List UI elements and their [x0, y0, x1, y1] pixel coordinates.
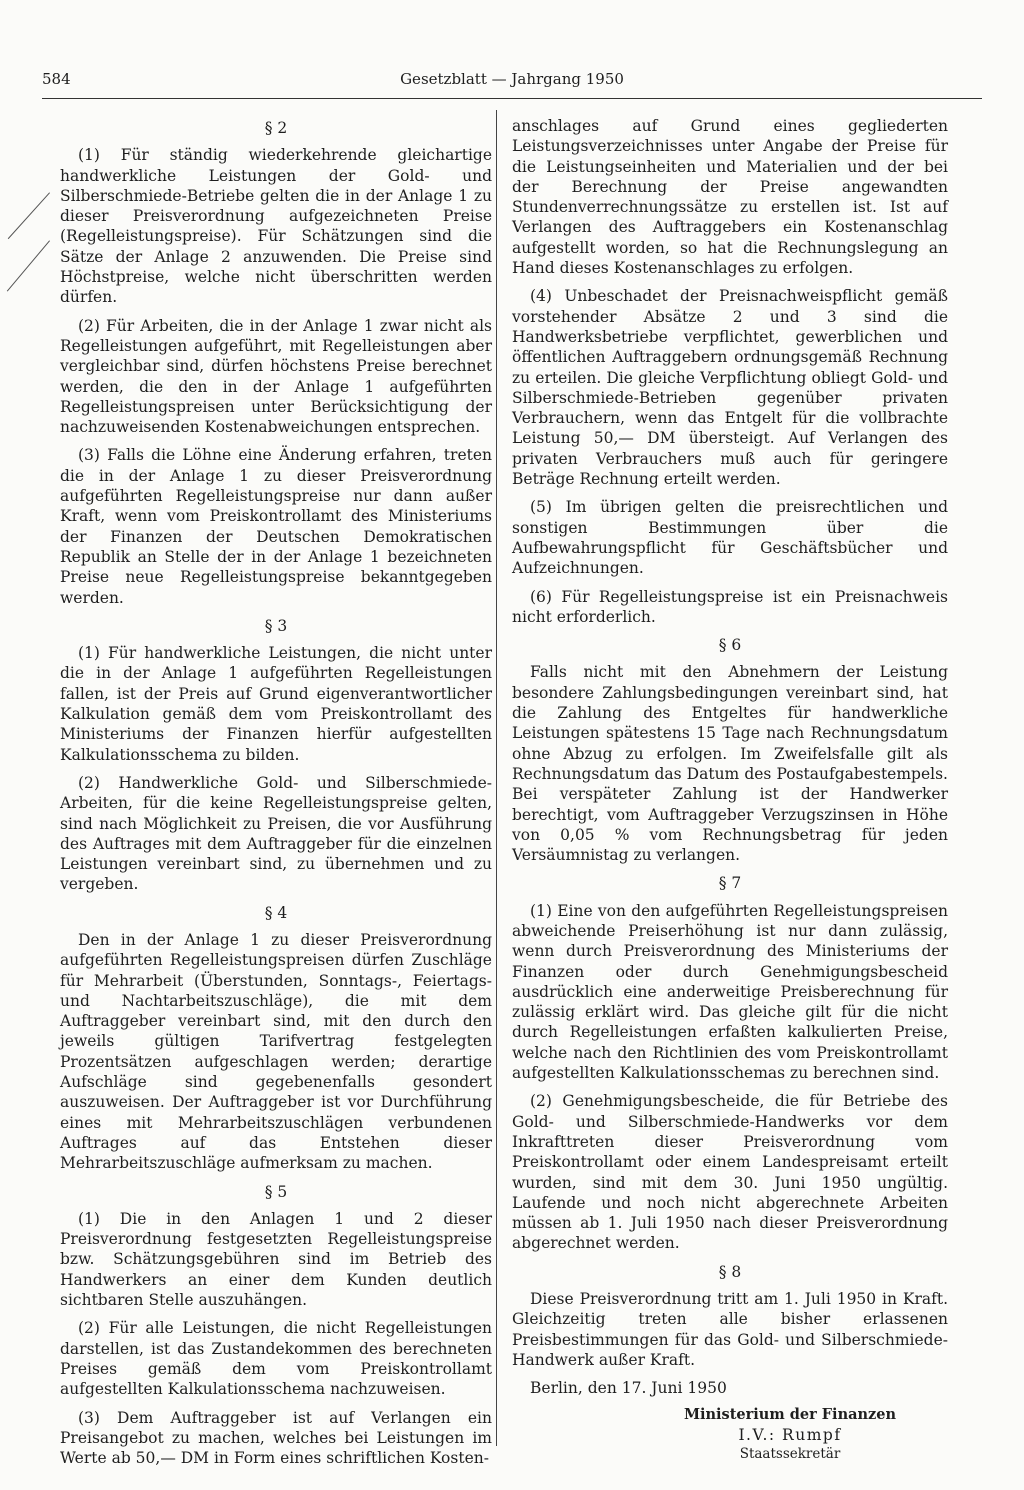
section-4-paragraph-1: Den in der Anlage 1 zu dieser Preisverordnung aufgeführten Regelleistungspreisen dürfen Zuschläge für Mehrarbeit (Überstunden, Sonntags-, Feiertags- und Nachtarbeitszuschläge), die mit dem Auftraggeber vereinbart sind, mit den durch den jeweils gültigen Tarifvertrag festgelegten Prozentsätzen aufgeschlagen werden; derartige Aufschläge sind gegebenenfalls gesondert auszuweisen. Der Auftraggeber ist vor Durchführung eines mit Mehrarbeitszuschlägen verbundenen Auftrages auf das Entstehen dieser Mehrarbeitszuschläge aufmerksam zu machen.: [60, 930, 492, 1173]
signature-name: I.V.: Rumpf: [738, 1425, 842, 1444]
margin-pen-stroke: [7, 240, 50, 291]
section-5-paragraph-1: (1) Die in den Anlagen 1 und 2 dieser Preisverordnung festgesetzten Regelleistungspreise bzw. Schätzungsgebühren sind im Betrieb des Handwerkers an einer dem Kunden deutlich sichtbaren Stelle auszuhängen.: [60, 1209, 492, 1310]
section-8-paragraph-1: Diese Preisverordnung tritt am 1. Juli 1950 in Kraft. Gleichzeitig treten alle bisher erlassenen Preisbestimmungen für das Gold- und Silberschmiede-Handwerk außer Kraft.: [512, 1290, 948, 1369]
section-3-paragraph-2: (2) Handwerkliche Gold- und Silberschmiede-Arbeiten, für die keine Regelleistungspreise gelten, sind nach Möglichkeit zu Preisen, die vor Ausführung des Auftrages mit dem Auftraggeber für die einzelnen Leistungen vereinbart sind, zu übernehmen und zu vergeben.: [60, 773, 492, 894]
section-5-continuation: anschlages auf Grund eines gegliederten Leistungsverzeichnisses unter Angabe der Preise für die Leistungseinheiten und Materialien und der bei der Berechnung der Preise angewandten Stundenverrechnungssätze zu erstellen ist. Ist auf Verlangen des Auftraggebers ein Kostenanschlag aufgestellt worden, so hat die Rechnungslegung an Hand dieses Kostenanschlages zu erfolgen.: [512, 117, 948, 278]
section-5-heading: § 5: [264, 1182, 288, 1201]
place-and-date: Berlin, den 17. Juni 1950: [530, 1379, 727, 1398]
section-5-paragraph-4: (4) Unbeschadet der Preisnachweispflicht gemäß vorstehender Absätze 2 und 3 sind die Handwerksbetriebe verpflichtet, gewerblichen und öffentlichen Auftraggebern ordnungsgemäß Rechnung zu erteilen. Die gleiche Verpflichtung obliegt Gold- und Silberschmiede-Betrieben gegenüber privaten Verbrauchern, wenn das Entgelt für die vollbrachte Leistung 50,— DM übersteigt. Auf Verlangen des privaten Verbrauchers muß auch für geringere Beträge Rechnung erteilt werden.: [512, 287, 948, 489]
section-2-paragraph-3: (3) Falls die Löhne eine Änderung erfahren, treten die in der Anlage 1 zu dieser Preisverordnung aufgeführten Regelleistungspreise nur dann außer Kraft, wenn vom Preiskontrollamt des Ministeriums der Finanzen der Deutschen Demokratischen Republik an Stelle der in der Anlage 1 bezeichneten Preise neue Regelleistungspreise bekanntgegeben werden.: [60, 446, 492, 607]
signature-ministry: Ministerium der Finanzen: [683, 1405, 897, 1423]
section-2-paragraph-2: (2) Für Arbeiten, die in der Anlage 1 zwar nicht als Regelleistungen aufgeführt, mit Regelleistungen aber vergleichbar sind, dürfen höchstens Preise berechnet werden, die den in der Anlage 1 aufgeführten Regelleistungspreisen unter Berücksichtigung der nachzuweisenden Kostenabweichungen entsprechen.: [60, 316, 492, 437]
signature-block: [632, 1405, 948, 1463]
section-2-heading: § 2: [264, 119, 288, 137]
section-4-heading: § 4: [264, 903, 288, 922]
journal-title: Gesetzblatt — Jahrgang 1950: [400, 70, 624, 88]
section-7-paragraph-1: (1) Eine von den aufgeführten Regelleistungspreisen abweichende Preiserhöhung ist nur dann zulässig, wenn durch Preisverordnung des Ministeriums der Finanzen oder durch Genehmigungsbescheid ausdrücklich eine anderweitige Preisberechnung für zulässig erklärt wird. Das gleiche gilt für die nicht durch Regelleistungen erfaßten kalkulierten Preise, welche nach den Richtlinien des vom Preiskontrollamt aufgestellten Kalkulationsschemas zu berechnen sind.: [512, 901, 948, 1083]
section-3-heading: § 3: [264, 616, 288, 635]
section-5-paragraph-6: (6) Für Regelleistungspreise ist ein Preisnachweis nicht erforderlich.: [512, 587, 948, 626]
section-2-paragraph-1: (1) Für ständig wiederkehrende gleichartige handwerkliche Leistungen der Gold- und Silberschmiede-Betriebe gelten die in der Anlage 1 zu dieser Preisverordnung aufgezeichneten Preise (Regelleistungspreise). Für Schätzungen sind die Sätze der Anlage 2 anzuwenden. Die Preise sind Höchstpreise, welche nicht überschritten werden dürfen.: [60, 146, 492, 307]
margin-pen-stroke: [8, 192, 50, 239]
section-5-paragraph-5: (5) Im übrigen gelten die preisrechtlichen und sonstigen Bestimmungen über die Aufbewahrungspflicht für Geschäftsbücher und Aufzeichnungen.: [512, 498, 948, 578]
left-column: [60, 116, 492, 1476]
section-6-heading: § 6: [718, 636, 742, 655]
section-7-heading: § 7: [718, 874, 742, 893]
section-5-paragraph-3: (3) Dem Auftraggeber ist auf Verlangen ein Preisangebot zu machen, welches bei Leistungen im Werte ab 50,— DM in Form eines schriftlichen Kosten-: [60, 1408, 492, 1468]
page-number: 584: [42, 70, 71, 88]
section-7-paragraph-2: (2) Genehmigungsbescheide, die für Betriebe des Gold- und Silberschmiede-Handwerks vor dem Inkrafttreten dieser Preisverordnung vom Preiskontrollamt oder einem Landespreisamt erteilt wurden, sind mit dem 30. Juni 1950 ungültig. Laufende und noch nicht abgerechnete Arbeiten müssen ab 1. Juli 1950 nach dieser Preisverordnung abgerechnet werden.: [512, 1092, 948, 1253]
section-8-heading: § 8: [718, 1262, 742, 1281]
column-divider: [496, 110, 497, 1446]
right-column: [512, 116, 948, 1463]
section-3-paragraph-1: (1) Für handwerkliche Leistungen, die nicht unter die in der Anlage 1 aufgeführten Regelleistungen fallen, ist der Preis auf Grund eigenverantwortlicher Kalkulation gemäß dem vom Preiskontrollamt des Ministeriums der Finanzen hierfür aufgestellten Kalkulationsschema zu bilden.: [60, 644, 492, 764]
signature-title: Staatssekretär: [739, 1445, 841, 1462]
page-header: [42, 64, 982, 99]
section-5-paragraph-2: (2) Für alle Leistungen, die nicht Regelleistungen darstellen, ist das Zustandekommen des berechneten Preises gemäß dem vom Preiskontrollamt aufgestellten Kalkulationsschema nachzuweisen.: [60, 1319, 492, 1399]
section-6-paragraph-1: Falls nicht mit den Abnehmern der Leistung besondere Zahlungsbedingungen vereinbart sind, hat die Zahlung des Entgeltes für handwerkliche Leistungen spätestens 15 Tage nach Rechnungsdatum ohne Abzug zu erfolgen. Im Zweifelsfalle gilt als Rechnungsdatum das Datum des Postaufgabestempels. Bei verspäteter Zahlung ist der Handwerker berechtigt, vom Auftraggeber Verzugszinsen in Höhe von 0,05 % vom Rechnungsbetrag für jeden Versäumnistag zu verlangen.: [512, 663, 948, 865]
